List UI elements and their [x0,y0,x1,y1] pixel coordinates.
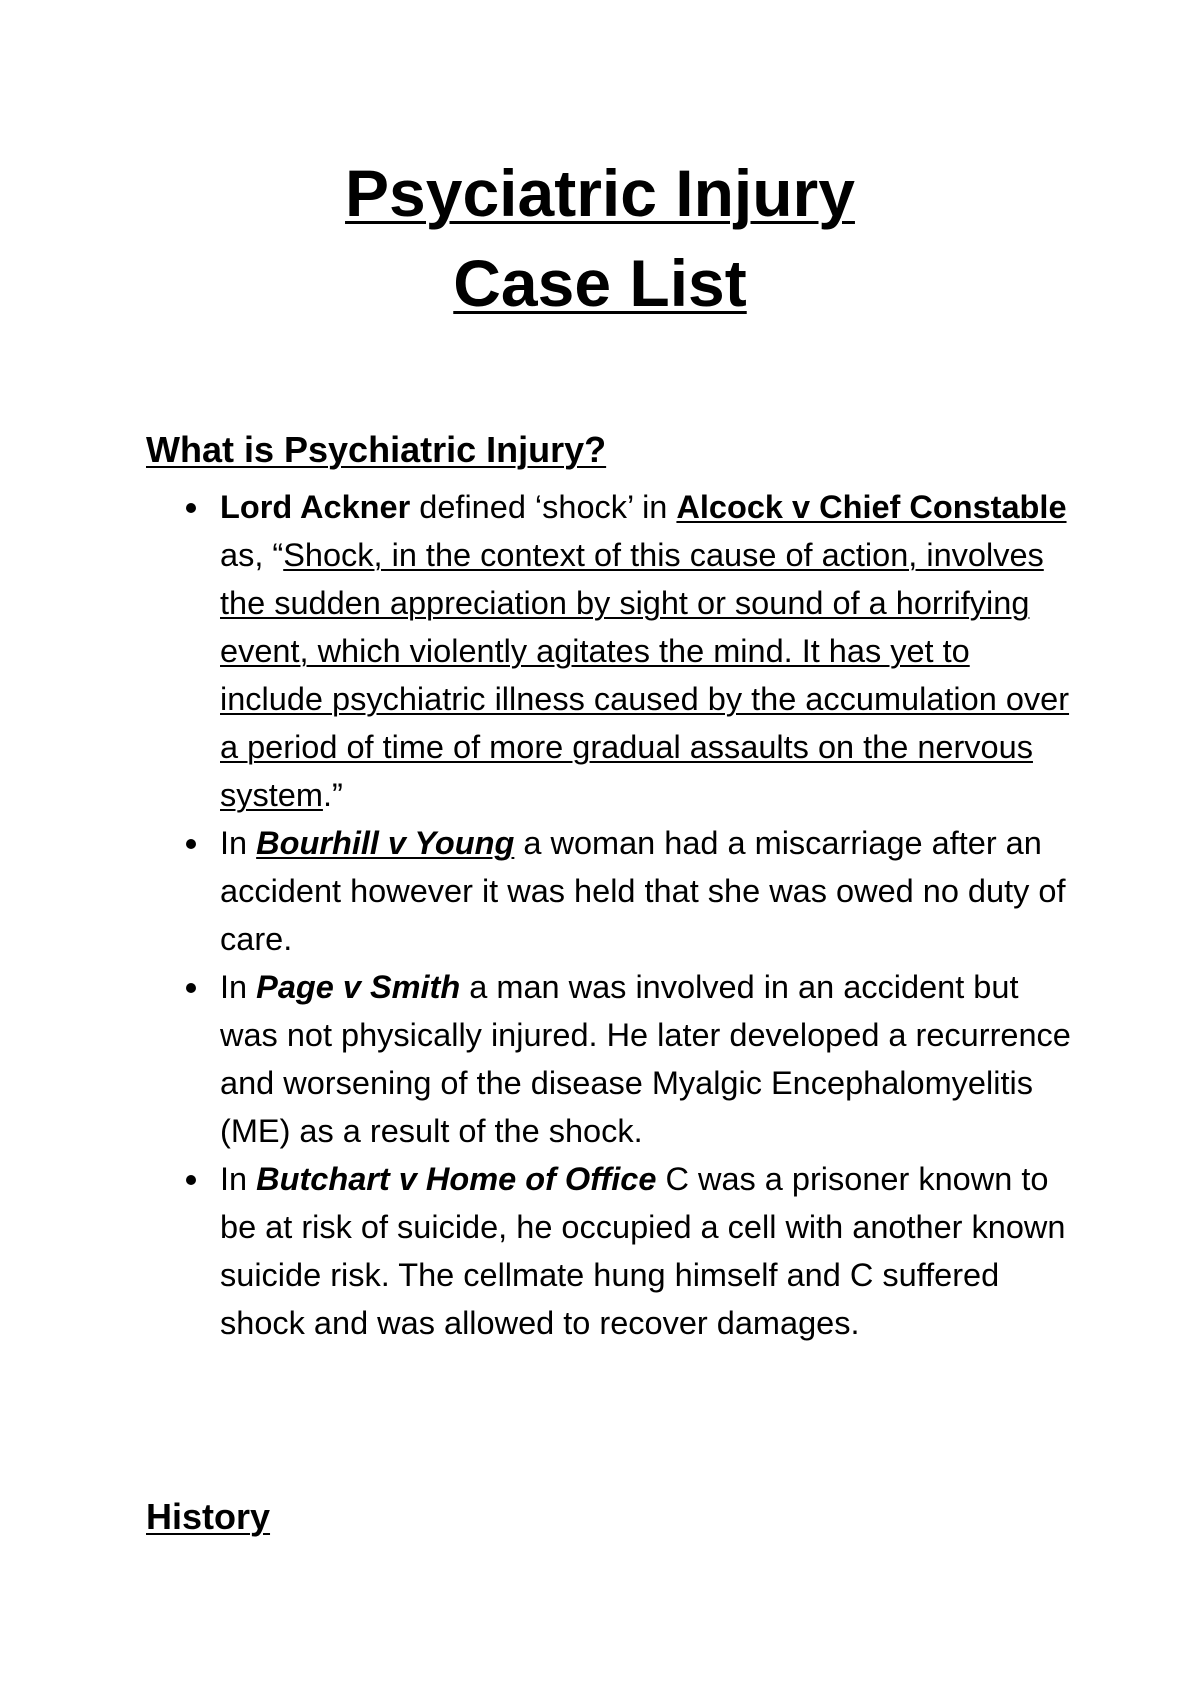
item-text: a woman had a miscarriage after an accident however it was held that she was owed no duty of care. [220,825,1066,957]
document-title [0,148,1200,328]
list-item [146,963,1076,1155]
section-heading-what-is-psychiatric-injury: What is Psychiatric Injury? [146,429,607,470]
judge-name: Lord Ackner [220,489,411,525]
item-text: .” [322,777,343,813]
case-name: Alcock v Chief Constable [676,489,1067,525]
title-line-2: Case List [453,246,747,320]
item-text: as, “ [220,537,284,573]
case-list [146,483,1076,1347]
list-item [146,483,1076,819]
case-name: Page v Smith [256,969,461,1005]
list-item [146,1155,1076,1347]
case-name: Bourhill v Young [256,825,515,861]
item-text: defined ‘shock’ in [410,489,677,525]
item-text: C was a prisoner known to be at risk of suicide, he occupied a cell with another known suicide risk. The cellmate hung himself and C suffered shock and was allowed to recover damages. [220,1161,1066,1341]
item-text: a man was involved in an accident but was not physically injured. He later developed a recurrence and worsening of the disease Myalgic Encephalomyelitis (ME) as a result of the shock. [220,969,1071,1149]
case-name: Butchart v Home of Office [256,1161,657,1197]
item-prefix: In [220,969,257,1005]
section-heading-history: History [146,1496,271,1537]
item-prefix: In [220,825,257,861]
list-item [146,819,1076,963]
title-line-1: Psyciatric Injury [345,156,855,230]
shock-definition-quote: Shock, in the context of this cause of action, involves the sudden appreciation by sight or sound of a horrifying event, which violently agitates the mind. It has yet to include psychiatric illness caused by the accumulation over a period of time of more gradual assaults on the nervous system [220,537,1070,813]
item-prefix: In [220,1161,257,1197]
